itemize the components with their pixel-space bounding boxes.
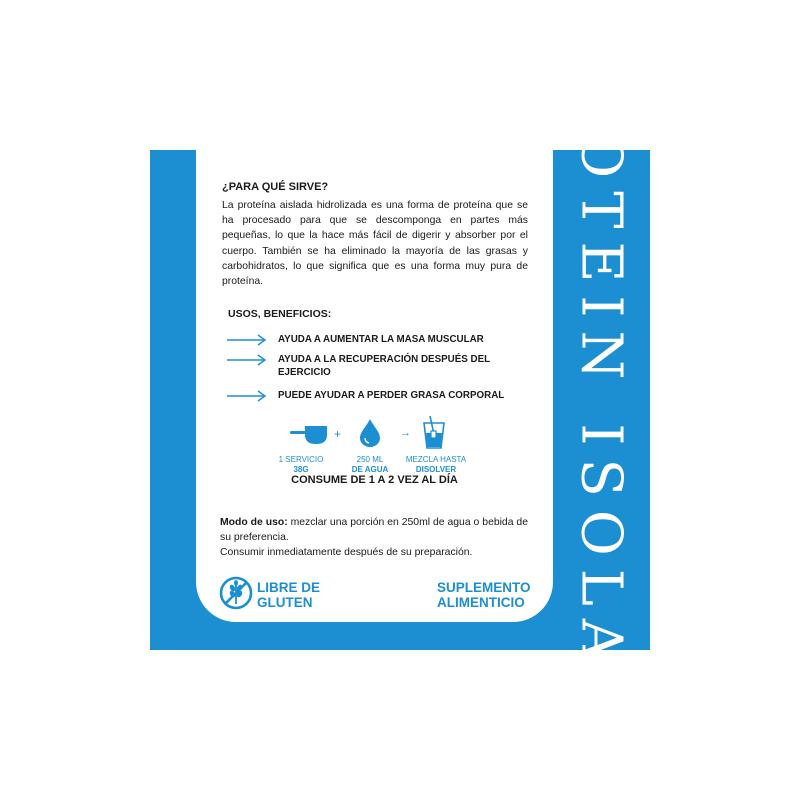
step-scoop-line2: 38G — [293, 465, 309, 474]
supplement-badge — [437, 580, 531, 610]
preparation-steps — [280, 415, 500, 477]
vertical-title-band — [553, 26, 650, 774]
step-mix-line1: MEZCLA HASTA — [405, 455, 467, 464]
gluten-free-badge — [257, 580, 320, 610]
section-heading: ¿PARA QUÉ SIRVE? — [222, 181, 329, 193]
product-title: PROTEIN ISOLATE — [568, 26, 634, 774]
step-water-line2: DE AGUA — [351, 465, 389, 474]
usage-instructions — [220, 515, 528, 560]
consume-frequency: CONSUME DE 1 A 2 VEZ AL DÍA — [291, 474, 458, 486]
usage-label: Modo de uso: — [220, 517, 288, 528]
step-water-caption — [335, 455, 405, 475]
plus-sign: + — [334, 427, 342, 441]
uses-heading: USOS, BENEFICIOS: — [228, 308, 332, 320]
supplement-line2: ALIMENTICIO — [437, 595, 525, 610]
usage-text: mezclar una porción en 250ml de agua o bebida de su preferencia. — [220, 517, 528, 543]
gluten-free-wheat-icon — [219, 576, 253, 610]
scoop-icon — [290, 423, 328, 445]
step-scoop-caption — [266, 455, 336, 475]
step-scoop-line1: 1 SERVICIO — [278, 455, 324, 464]
arrow-right-icon — [227, 353, 267, 367]
step-mix-caption — [396, 455, 476, 475]
description-text: La proteína aislada hidrolizada es una forma de proteína que se ha procesado para que se descomponga en partes más pequeñas, lo que la hace más fácil de digerir y absorber por el cuerpo. También se ha eliminado la mayoría de las grasas y carbohidratos, lo que significa que es una forma muy pura de proteína. — [222, 200, 528, 288]
gluten-line1: LIBRE DE — [257, 580, 321, 595]
usage-note: Consumir inmediatamente después de su preparación. — [220, 547, 473, 558]
arrow-right-icon — [227, 389, 267, 403]
arrow-right-icon — [227, 333, 267, 347]
water-drop-icon — [360, 419, 380, 447]
supplement-line1: SUPLEMENTO — [437, 580, 531, 595]
gluten-line2: GLUTEN — [257, 595, 313, 610]
step-mix-line2: DISOLVER — [415, 465, 457, 474]
benefit-label: AYUDA A LA RECUPERACIÓN DESPUÉS DEL EJERCICIO — [278, 354, 490, 378]
benefit-label: PUEDE AYUDAR A PERDER GRASA CORPORAL — [278, 390, 505, 401]
benefit-label: AYUDA A AUMENTAR LA MASA MUSCULAR — [278, 334, 484, 345]
arrow-sign: → — [400, 427, 411, 439]
step-water-line1: 250 ML — [356, 455, 384, 464]
shaker-glass-icon — [422, 415, 446, 449]
